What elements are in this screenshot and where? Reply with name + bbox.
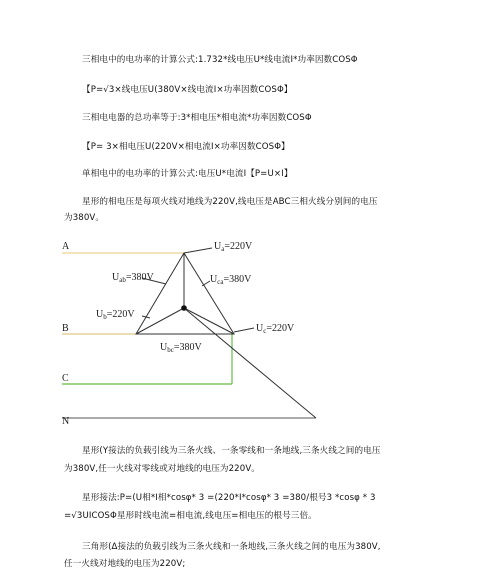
- star-phase-voltage-text: [82, 196, 378, 208]
- delta-load-line1: 三角形(Δ接法的负载引线为三条火线和一条地线,三条火线之间的电压为380V,: [82, 542, 381, 552]
- label-a: A: [62, 241, 70, 252]
- voltage-ubc: $U_{bc}=380V$: [160, 342, 202, 354]
- label-c: C: [62, 373, 69, 384]
- neutral-wire: [184, 308, 316, 418]
- label-n: N: [62, 416, 70, 427]
- formula-three-phase-power: 三相电中的电功率的计算公式:1.732*线电压U*线电流I*功率因数COSΦ: [82, 55, 358, 65]
- voltage-uca: $U_{ca}=380V$: [210, 274, 252, 286]
- star-power-formula-line2: =√3UICOSΦ星形时线电流=相电流,线电压=相电压的根号三倍。: [64, 511, 317, 521]
- delta-outline: [136, 253, 234, 334]
- voltage-ub: $U_b=220V$: [96, 309, 135, 321]
- leader-ua: [184, 248, 212, 253]
- formula-total-power-bracket: 【P= 3×相电压U(220V×相电流I×功率因数COSΦ】: [82, 142, 290, 152]
- star-load-line2: 为380V,任一火线对零线或对地线的电压为220V。: [64, 464, 260, 474]
- star-connection-diagram: [60, 236, 320, 432]
- star-phase-voltage-line1: 星形的相电压是每项火线对地线为220V,线电压是ABC三相火线分别间的电压: [82, 197, 378, 207]
- voltage-ua: $U_a=220V$: [214, 241, 253, 253]
- star-load-line1: 星形(Y接法的负载引线为三条火线、一条零线和一条地线,三条火线之间的电压: [82, 446, 381, 456]
- leader-uc: [234, 328, 254, 332]
- voltage-uc: $U_c=220V$: [256, 323, 295, 335]
- voltage-uab: $U_{ab}=380V$: [112, 272, 154, 284]
- formula-single-phase-power: 单相电中的电功率的计算公式:电压U*电流I【P=U×I】: [82, 169, 293, 179]
- formula-three-phase-power-bracket: 【P=√3×线电压U(380V×线电流I×功率因数COSΦ】: [82, 85, 293, 95]
- formula-total-power: 三相电电器的总功率等于:3*相电压*相电流*功率因数COSΦ: [82, 113, 312, 123]
- star-power-formula-line1: 星形接法:P=(U相*I相*cosφ* 3 =(220*I*cosφ* 3 =380/根号3 *cosφ * 3: [82, 493, 376, 503]
- delta-load-line2: 任一火线对地线的电压为220V;: [64, 559, 186, 569]
- star-phase-voltage-line2: 为380V。: [64, 213, 105, 223]
- neutral-node: [181, 305, 187, 311]
- label-b: B: [62, 323, 69, 334]
